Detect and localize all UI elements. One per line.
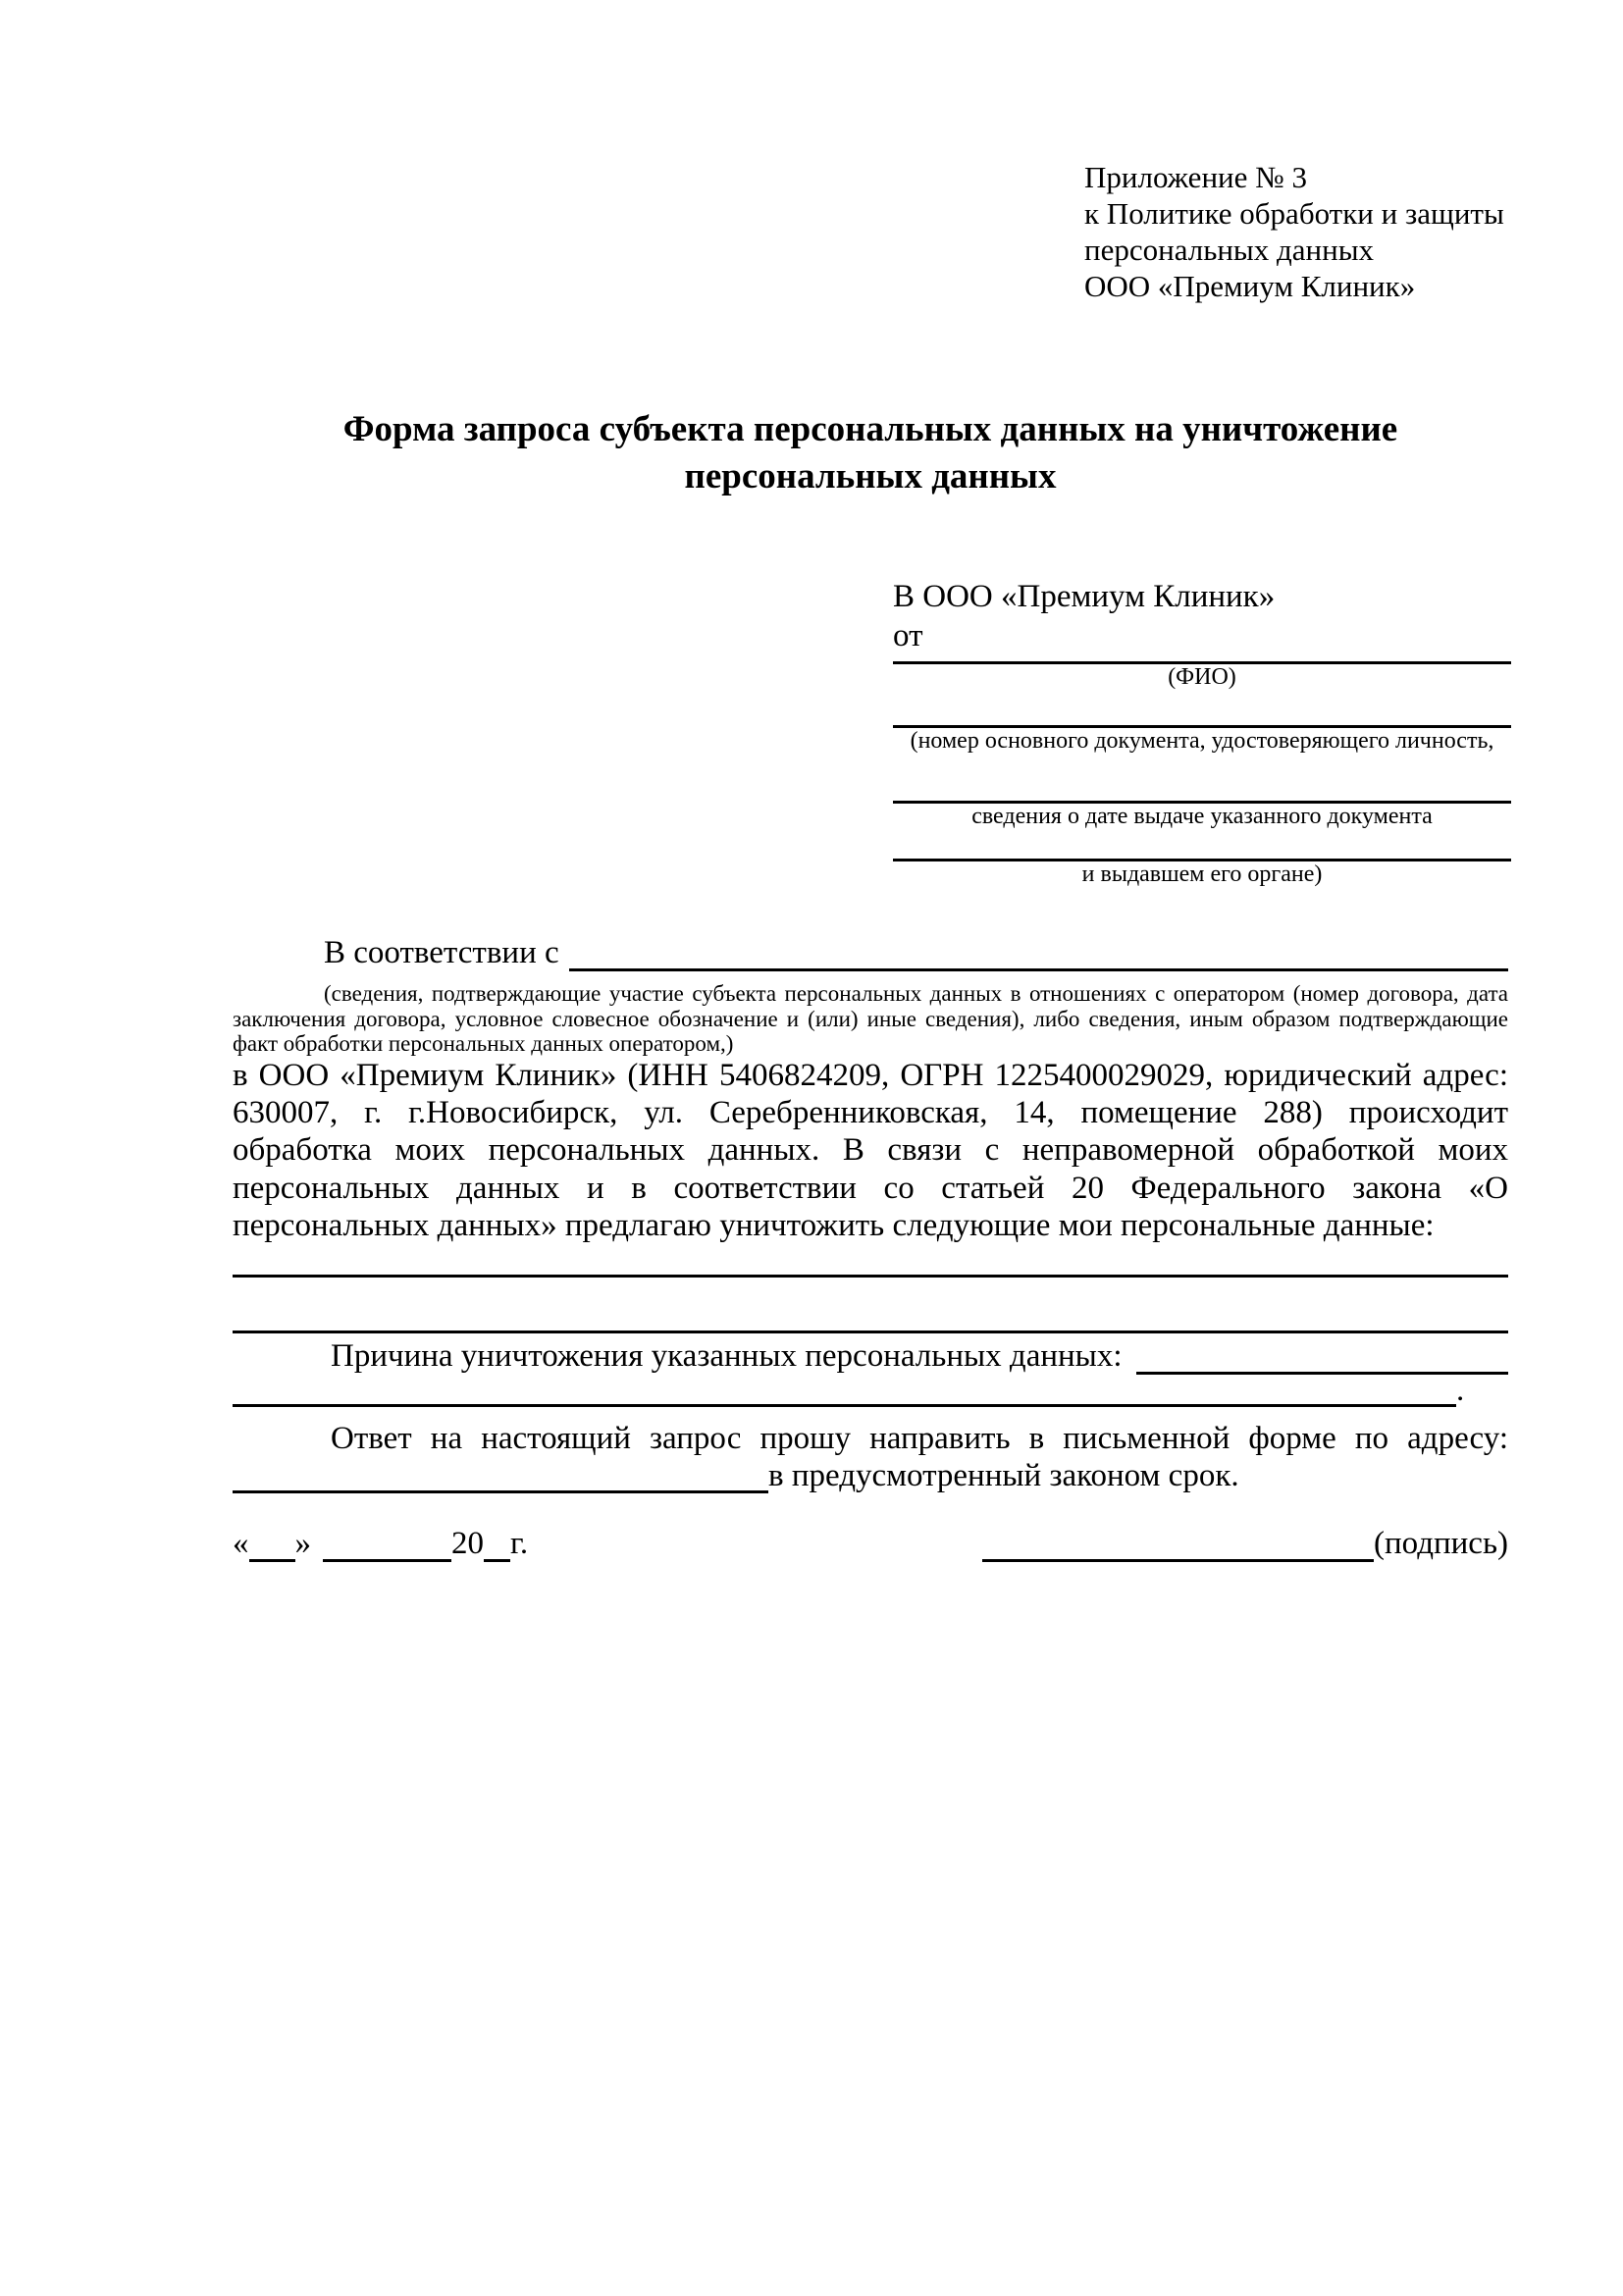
response-request-text: Ответ на настоящий запрос прошу направить в письменной форме по адресу: — [331, 1420, 1508, 1456]
addressee-to: В ООО «Премиум Клиник» — [893, 579, 1276, 614]
addressee-from-label: от — [893, 618, 923, 653]
reason-label: Причина уничтожения указанных персональных данных: — [331, 1337, 1123, 1374]
address-blank-line — [233, 1458, 768, 1493]
header-line-appendix-number: Приложение № 3 — [1084, 160, 1307, 194]
signature-blank-line — [982, 1529, 1374, 1562]
response-tail-row — [233, 1458, 1508, 1493]
date-signature-row — [233, 1523, 1508, 1562]
reason-blank-line — [1136, 1337, 1508, 1375]
appendix-header — [1084, 159, 1504, 304]
main-body — [233, 934, 1508, 1493]
period-text: . — [1456, 1372, 1465, 1408]
header-line-personal-data: персональных данных — [1084, 233, 1375, 267]
date-field — [233, 1525, 528, 1562]
header-line-policy: к Политике обработки и защиты — [1084, 196, 1504, 231]
fio-blank-line — [893, 655, 1511, 664]
document-title — [233, 406, 1508, 500]
date-open-quote: « — [233, 1526, 249, 1561]
issue-date-caption: сведения о дате выдаче указанного документа — [971, 804, 1433, 829]
accordance-note: (сведения, подтверждающие участие субъекта персональных данных в отношениях с оператором (номер договора, дата заключения договора, условное словесное обозначение и (или) иные сведения), либо сведения, иным образом подтверждающие факт обработки персональных данных оператором,) — [233, 981, 1508, 1056]
accordance-blank-line — [569, 934, 1508, 971]
date-day-blank — [249, 1529, 295, 1562]
accordance-lead: В соответствии с — [324, 935, 559, 970]
data-blank-line-1 — [233, 1275, 1508, 1278]
title-line-2: персональных данных — [684, 456, 1057, 496]
addressee-block — [893, 577, 1511, 887]
signature-caption: (подпись) — [1374, 1526, 1508, 1561]
reason-row — [233, 1337, 1508, 1375]
date-year-prefix: 20 — [451, 1526, 484, 1561]
title-line-1: Форма запроса субъекта персональных данных на уничтожение — [342, 409, 1398, 449]
date-year-blank — [484, 1529, 510, 1562]
reason-continuation-blank-line — [233, 1375, 1456, 1407]
date-year-suffix: г. — [510, 1526, 529, 1561]
doc-number-caption: (номер основного документа, удостоверяющего личность, — [910, 728, 1494, 754]
reason-continuation-row — [233, 1372, 1508, 1408]
data-blank-line-2 — [233, 1331, 1508, 1333]
accordance-line — [233, 934, 1508, 971]
issuing-authority-caption: и выдавшем его органе) — [1081, 861, 1323, 887]
signature-field — [982, 1525, 1508, 1562]
header-line-company: ООО «Премиум Клиник» — [1084, 269, 1416, 303]
fio-caption: (ФИО) — [1168, 664, 1236, 690]
date-close-quote: » — [294, 1526, 311, 1561]
main-paragraph: в ООО «Премиум Клиник» (ИНН 5406824209, ОГРН 1225400029029, юридический адрес: 630007, г. г.Новосибирск, ул. Серебренниковская, 14, помещение 288) происходит обработка моих персональных данных. В связи с неправомерной обработкой моих персональных данных и в соответствии со статьей 20 Федерального закона «О персональных данных» предлагаю уничтожить следующие мои персональные данные: — [233, 1057, 1508, 1244]
response-tail-text: в предусмотренный законом срок. — [768, 1457, 1239, 1493]
date-month-blank — [323, 1529, 451, 1562]
